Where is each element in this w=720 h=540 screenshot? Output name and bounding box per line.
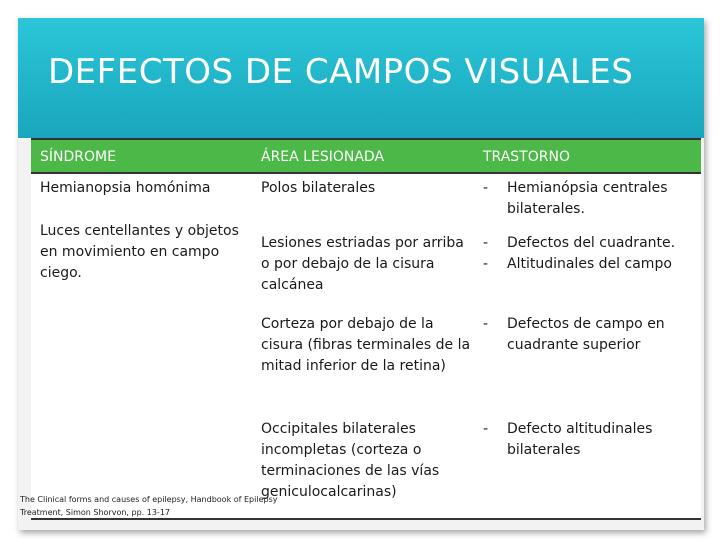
row3-area: Corteza por debajo de la cisura (fibras terminales de la mitad inferior de la retina) (261, 316, 471, 374)
row4-trastorno (483, 419, 701, 461)
dash-marker: - (483, 235, 489, 251)
header-sindrome: SÍNDROME (40, 149, 116, 165)
list-item (483, 254, 701, 275)
table-header-row (31, 138, 701, 174)
trastorno-text: Hemianópsia centrales bilaterales. (507, 180, 668, 217)
row2-area: Lesiones estriadas por arriba o por debajo de la cisura calcánea (261, 235, 464, 293)
citation-footnote: The Clinical forms and causes of epilepsy, Handbook of Epilepsy Treatment, Simon Shorvon, pp. 13-17 (20, 495, 278, 517)
visual-field-defects-table (31, 138, 701, 520)
trastorno-text: Defecto altitudinales bilaterales (507, 421, 653, 458)
dash-marker: - (483, 256, 489, 272)
header-trastorno: TRASTORNO (483, 149, 570, 165)
header-area-lesionada: ÁREA LESIONADA (261, 149, 385, 165)
trastorno-text: Defectos del cuadrante. (507, 235, 676, 251)
row1-area: Polos bilaterales (261, 180, 376, 196)
list-item (483, 178, 701, 220)
row2-sindrome: Luces centellantes y objetos en movimiento en campo ciego. (40, 223, 239, 281)
row4-area: Occipitales bilaterales incompletas (corteza o terminaciones de las vías geniculocalcarinas) (261, 421, 440, 500)
row3-trastorno (483, 314, 701, 356)
trastorno-text: Defectos de campo en cuadrante superior (507, 316, 665, 353)
dash-marker: - (483, 180, 489, 196)
list-item (483, 419, 701, 461)
list-item (483, 233, 701, 254)
row1-sindrome: Hemianopsia homónima (40, 180, 211, 196)
list-item (483, 314, 701, 356)
row1-trastorno (483, 178, 701, 220)
slide-title: DEFECTOS DE CAMPOS VISUALES (48, 52, 634, 92)
dash-marker: - (483, 316, 489, 332)
dash-marker: - (483, 421, 489, 437)
row2-trastorno (483, 233, 701, 275)
trastorno-text: Altitudinales del campo (507, 256, 672, 272)
